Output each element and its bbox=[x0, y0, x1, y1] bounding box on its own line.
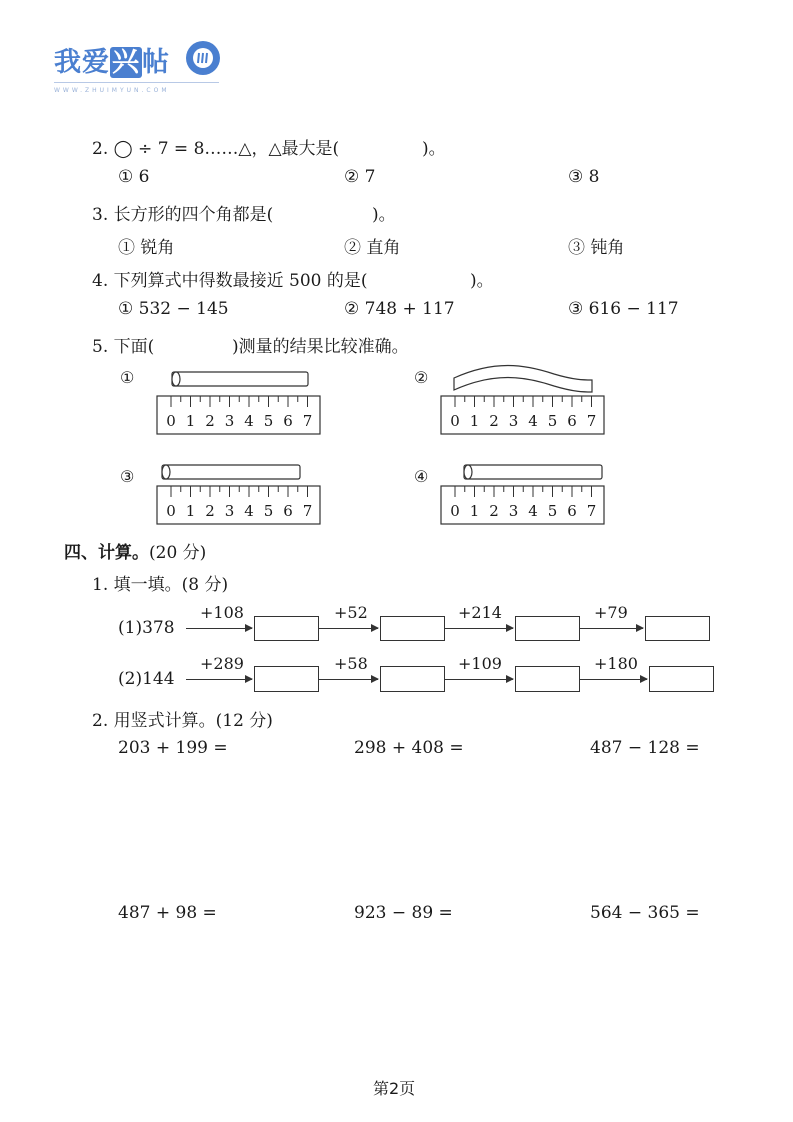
ruler-number: 7 bbox=[586, 412, 597, 430]
q3-stem-start: 3. 长方形的四个角都是( bbox=[92, 205, 274, 225]
ruler-number: 2 bbox=[489, 502, 499, 520]
ruler-number: 6 bbox=[567, 502, 577, 520]
ruler-figure-1 bbox=[150, 365, 325, 437]
fill-row2-op-3: +109 bbox=[458, 654, 502, 673]
ruler-number: 1 bbox=[469, 502, 480, 520]
ruler-number: 0 bbox=[166, 412, 176, 430]
ruler-number: 7 bbox=[302, 502, 313, 520]
vertical-title: 2. 用竖式计算。(12 分) bbox=[92, 711, 273, 731]
ruler-number: 5 bbox=[547, 502, 558, 520]
logo-chat-icon bbox=[186, 41, 220, 75]
logo-name-highlight: 兴 bbox=[112, 47, 140, 78]
vertical-problem-2: 298 + 408 = bbox=[354, 738, 464, 758]
ruler-number: 5 bbox=[263, 412, 274, 430]
fill-row1-box-2[interactable] bbox=[380, 616, 445, 641]
q3-option-2[interactable]: ② 直角 bbox=[344, 238, 401, 258]
q2-option-3[interactable]: ③ 8 bbox=[568, 167, 600, 187]
fill-row1-arrow-4 bbox=[580, 628, 643, 629]
logo bbox=[54, 40, 170, 79]
ruler-number: 0 bbox=[166, 502, 176, 520]
ruler-number: 3 bbox=[224, 502, 235, 520]
section-4-points: (20 分) bbox=[149, 543, 207, 563]
fill-row2-arrow-1 bbox=[186, 679, 252, 680]
q2-option-1[interactable]: ① 6 bbox=[118, 167, 150, 187]
q4-stem-end: )。 bbox=[470, 271, 494, 291]
q5-label-1[interactable]: ① bbox=[120, 368, 135, 387]
q4-stem-start: 4. 下列算式中得数最接近 500 的是( bbox=[92, 271, 368, 291]
fill-row1-arrow-3 bbox=[445, 628, 513, 629]
vertical-problem-6: 564 − 365 = bbox=[590, 903, 700, 923]
logo-website: WWW.ZHUIMYUN.COM bbox=[54, 87, 170, 94]
q5-label-4[interactable]: ④ bbox=[414, 467, 429, 486]
ruler-number: 2 bbox=[205, 412, 215, 430]
section-4-heading bbox=[64, 538, 206, 563]
fill-row2-box-3[interactable] bbox=[515, 666, 580, 692]
vertical-problem-3: 487 − 128 = bbox=[590, 738, 700, 758]
fill-row1-op-1: +108 bbox=[200, 603, 244, 622]
vertical-problem-4: 487 + 98 = bbox=[118, 903, 217, 923]
ruler-number: 7 bbox=[586, 502, 597, 520]
logo-name: 我爱 bbox=[54, 47, 110, 78]
q5-label-3[interactable]: ③ bbox=[120, 467, 135, 486]
ruler-number: 4 bbox=[244, 502, 254, 520]
ruler-number: 6 bbox=[283, 502, 293, 520]
page-number: 第2页 bbox=[373, 1079, 416, 1098]
fill-title: 1. 填一填。(8 分) bbox=[92, 575, 229, 595]
vertical-problem-1: 203 + 199 = bbox=[118, 738, 228, 758]
ruler-number: 6 bbox=[283, 412, 293, 430]
ruler-number: 5 bbox=[263, 502, 274, 520]
q2-stem-end: )。 bbox=[422, 139, 446, 159]
ruler-number: 4 bbox=[528, 412, 538, 430]
ruler-number: 1 bbox=[185, 412, 196, 430]
q4-option-1[interactable]: ① 532 − 145 bbox=[118, 299, 229, 319]
fill-row1-op-2: +52 bbox=[334, 603, 368, 622]
q4-option-3[interactable]: ③ 616 − 117 bbox=[568, 299, 679, 319]
ruler-number: 3 bbox=[508, 502, 519, 520]
fill-row2-op-2: +58 bbox=[334, 654, 368, 673]
ruler-figure-4 bbox=[434, 457, 609, 529]
ruler-number: 0 bbox=[450, 412, 460, 430]
q5-stem-start: 5. 下面( bbox=[92, 337, 155, 357]
fill-row1-op-3: +214 bbox=[458, 603, 502, 622]
q4-option-2[interactable]: ② 748 + 117 bbox=[344, 299, 455, 319]
fill-row1-box-3[interactable] bbox=[515, 616, 580, 641]
ruler-number: 7 bbox=[302, 412, 313, 430]
fill-row2-box-2[interactable] bbox=[380, 666, 445, 692]
fill-row2-box-1[interactable] bbox=[254, 666, 319, 692]
ruler-number: 2 bbox=[205, 502, 215, 520]
q3-option-1[interactable]: ① 锐角 bbox=[118, 238, 175, 258]
fill-row1-box-4[interactable] bbox=[645, 616, 710, 641]
q5-stem-end: )测量的结果比较准确。 bbox=[232, 337, 409, 357]
section-4-title: 四、计算。 bbox=[64, 543, 149, 563]
ruler-number: 1 bbox=[185, 502, 196, 520]
logo-divider bbox=[54, 82, 219, 83]
fill-row1-arrow-1 bbox=[186, 628, 252, 629]
ruler-number: 4 bbox=[244, 412, 254, 430]
q3-stem-end: )。 bbox=[372, 205, 396, 225]
ruler-number: 3 bbox=[508, 412, 519, 430]
q2-stem-start: 2. ◯ ÷ 7 = 8……△，△最大是( bbox=[92, 139, 340, 159]
q2-option-2[interactable]: ② 7 bbox=[344, 167, 376, 187]
ruler-number: 1 bbox=[469, 412, 480, 430]
fill-row2-op-1: +289 bbox=[200, 654, 244, 673]
ruler-number: 4 bbox=[528, 502, 538, 520]
fill-row2-label: (2)144 bbox=[118, 669, 175, 689]
ruler-number: 2 bbox=[489, 412, 499, 430]
ruler-figure-2 bbox=[434, 360, 609, 437]
q5-label-2[interactable]: ② bbox=[414, 368, 429, 387]
fill-row1-box-1[interactable] bbox=[254, 616, 319, 641]
ruler-number: 6 bbox=[567, 412, 577, 430]
q3-option-3[interactable]: ③ 钝角 bbox=[568, 238, 625, 258]
fill-row2-op-4: +180 bbox=[594, 654, 638, 673]
fill-row1-label: (1)378 bbox=[118, 618, 175, 638]
ruler-number: 3 bbox=[224, 412, 235, 430]
ruler-figure-3 bbox=[150, 457, 325, 529]
fill-row2-arrow-3 bbox=[445, 679, 513, 680]
ruler-number: 0 bbox=[450, 502, 460, 520]
vertical-problem-5: 923 − 89 = bbox=[354, 903, 453, 923]
logo-name-end: 帖 bbox=[142, 47, 170, 78]
ruler-number: 5 bbox=[547, 412, 558, 430]
fill-row2-arrow-4 bbox=[580, 679, 647, 680]
q2-stem bbox=[92, 134, 339, 159]
fill-row2-box-4[interactable] bbox=[649, 666, 714, 692]
fill-row1-op-4: +79 bbox=[594, 603, 628, 622]
fill-row2-arrow-2 bbox=[319, 679, 378, 680]
fill-row1-arrow-2 bbox=[319, 628, 378, 629]
